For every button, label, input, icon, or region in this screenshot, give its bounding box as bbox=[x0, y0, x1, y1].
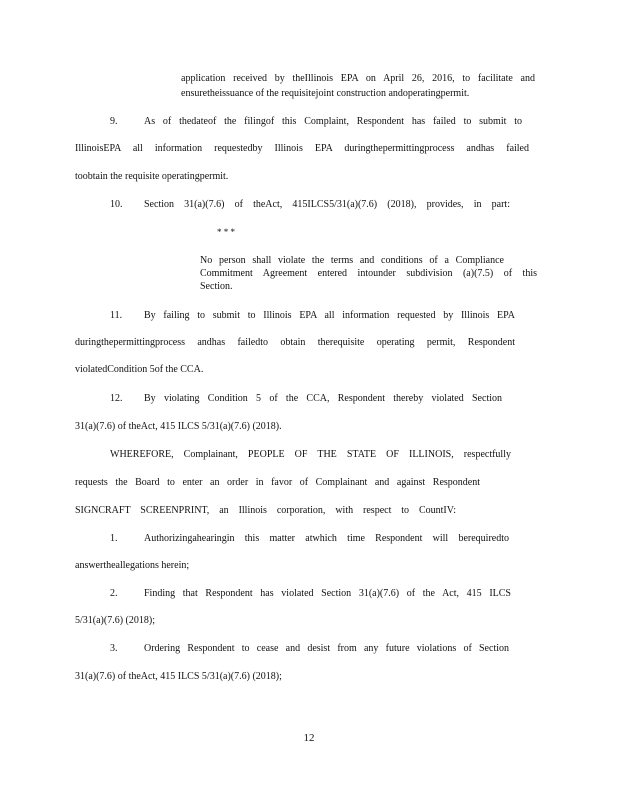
text-line: Authorizingahearingin this matter atwhich time Respondent will berequiredto bbox=[144, 533, 509, 544]
text-line: requests the Board to enter an order in favor of Complainant and against Respondent bbox=[75, 477, 480, 488]
page-number: 12 bbox=[303, 732, 315, 744]
text-line: answertheallegations herein; bbox=[75, 560, 190, 571]
text-line: Finding that Respondent has violated Section 31(a)(7.6) of the Act, 415 ILCS bbox=[144, 588, 511, 599]
text-line: duringthepermittingprocess andhas failedto obtain therequisite operating permit, Respondent bbox=[75, 337, 515, 348]
text-line: As of thedateof the filingof this Complaint, Respondent has failed to submit to bbox=[144, 116, 522, 127]
item-number: 3. bbox=[110, 643, 118, 654]
paragraph-number: 10. bbox=[110, 199, 123, 210]
item-number: 2. bbox=[110, 588, 118, 599]
text-line: application received by theIllinois EPA on April 26, 2016, to facilitate and bbox=[181, 73, 535, 84]
text-line: By violating Condition 5 of the CCA, Respondent thereby violated Section bbox=[144, 393, 502, 404]
quote-line: Section. bbox=[200, 281, 233, 292]
quote-line: Commitment Agreement entered intounder subdivision (a)(7.5) of this bbox=[200, 268, 537, 279]
text-line: 31(a)(7.6) of theAct, 415 ILCS 5/31(a)(7.6) (2018); bbox=[75, 671, 282, 682]
paragraph-number: 11. bbox=[110, 310, 123, 321]
text-line: toobtain the requisite operatingpermit. bbox=[75, 171, 229, 182]
item-number: 1. bbox=[110, 533, 118, 544]
text-line: ensuretheissuance of the requisitejoint construction andoperatingpermit. bbox=[181, 88, 470, 99]
text-line: SIGNCRAFT SCREENPRINT, an Illinois corporation, with respect to CountIV: bbox=[75, 505, 456, 516]
text-line: Ordering Respondent to cease and desist from any future violations of Section bbox=[144, 643, 509, 654]
quote-line: No person shall violate the terms and conditions of a Compliance bbox=[200, 255, 504, 266]
text-line: violatedCondition 5of the CCA. bbox=[75, 364, 204, 375]
paragraph-number: 12. bbox=[110, 393, 123, 404]
asterisks: * * * bbox=[217, 227, 235, 237]
text-line: 31(a)(7.6) of theAct, 415 ILCS 5/31(a)(7.6) (2018). bbox=[75, 421, 282, 432]
text-line: By failing to submit to Illinois EPA all information requested by Illinois EPA bbox=[144, 310, 515, 321]
text-line: IllinoisEPA all information requestedby Illinois EPA duringthepermittingprocess andhas failed bbox=[75, 143, 529, 154]
text-line: Section 31(a)(7.6) of theAct, 415ILCS5/31(a)(7.6) (2018), provides, in part: bbox=[144, 199, 510, 210]
paragraph-number: 9. bbox=[110, 116, 118, 127]
text-line: WHEREFORE, Complainant, PEOPLE OF THE STATE OF ILLINOIS, respectfully bbox=[110, 449, 511, 460]
text-line: 5/31(a)(7.6) (2018); bbox=[75, 615, 155, 626]
